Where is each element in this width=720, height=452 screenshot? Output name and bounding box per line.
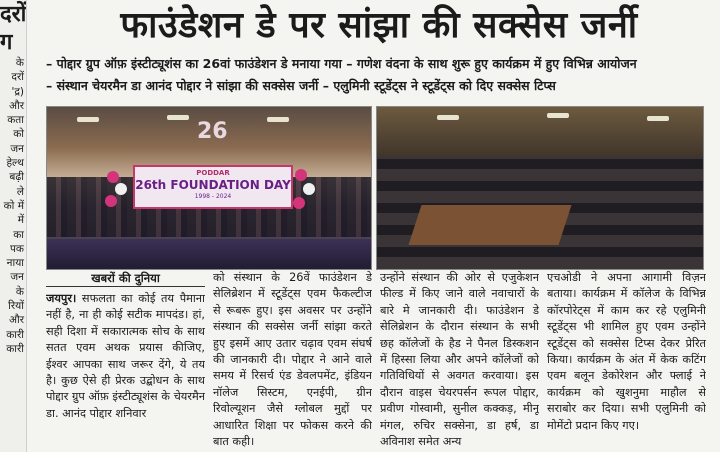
column-2-text: को संस्थान के 26वें फाउंडेशन डे सेलिब्रेशन में स्टूडेंट्स एवम फैकल्टीज से रूबरू हुए। इस अवसर पर उन्होंने संस्थान की सक्सेस जर्नी सांझा करते हुए इसमें आए उतार चढ़ाव एवम संघर्ष की जानकारी दी। पोद्दार ने आने वाले समय में रिसर्च एंड डेवलपमेंट, इंडियन नॉलेज सिस्टम, एनईपी, ग्रीन रिवोल्यूशन जैसे ग्लोबल मुद्दों पर आधारित शिक्षा पर फोकस करने की बात कही। (213, 271, 372, 449)
adjacent-line: और (8, 314, 24, 327)
adjacent-line: को में (3, 199, 24, 212)
adjacent-line: और (8, 99, 24, 112)
foundation-day-banner (133, 165, 293, 209)
adjacent-line: बढ़ी (9, 171, 24, 184)
adjacent-line: का (13, 228, 24, 241)
balloon (105, 195, 117, 207)
balloon (115, 183, 127, 195)
balloon (293, 197, 305, 209)
adjacent-article-heading: दरों (0, 2, 27, 27)
ceiling-light (647, 116, 669, 121)
adjacent-line: हेल्थ (6, 157, 24, 170)
banner-brand: PODDAR (196, 169, 230, 177)
adjacent-article-strip (0, 0, 27, 452)
article-column-4 (547, 270, 706, 452)
article-subhead-1: – पोद्दार ग्रुप ऑफ़ इंस्टीट्यूशंस का 26वां फाउंडेशन डे मनाया गया – गणेश वंदना के साथ शुरू हुए कार्यक्रम में हुए विभिन्न आयोजन (46, 56, 637, 71)
balloon (303, 183, 315, 195)
foundation-day-group-photo (46, 106, 372, 270)
adjacent-line: को (13, 128, 24, 141)
adjacent-line: कता (7, 114, 24, 127)
adjacent-line: 'द्र) (11, 85, 24, 98)
ceiling-light (77, 117, 99, 122)
article-column-3 (380, 270, 539, 452)
adjacent-article-letter: ग (0, 30, 13, 55)
balloon (295, 169, 307, 181)
column-4-text: एचओडी ने अपना आगामी विज़न बताया। कार्यक्रम में कॉलेज के विभिन्न कॉरपोरेट्स में काम कर रहे एलुमिनी स्टूडेंट्स भी शामिल हुए एवम उन्होंने स्टूडेंट्स को सक्सेस टिप्स देकर प्रेरित किया। कार्यक्रम के अंत में केक कटिंग एवम बलून डेकोरेशन और फ्लाई ने कार्यक्रम को खुशनुमा माहौल से सराबोर कर दिया। सभी एलुमिनी को मोमेंटो प्रदान किए गए। (547, 271, 706, 432)
article-subhead-2: – संस्थान चेयरमैन डा आनंद पोद्दार ने सांझा की सक्सेस जर्नी – एलुमिनी स्टूडेंट्स ने स्टूडेंट्स को दिए सक्सेस टिप्स (46, 78, 556, 93)
adjacent-line: ले (16, 185, 24, 198)
adjacent-line: के (15, 57, 24, 69)
audience-photo (376, 106, 704, 270)
ceiling-light (437, 115, 459, 120)
ceiling-light (167, 115, 189, 120)
banner-title: 26th FOUNDATION DAY (135, 178, 291, 192)
article-column-2 (213, 270, 372, 452)
adjacent-line: नाया (6, 257, 24, 270)
adjacent-line: कारी (6, 342, 24, 355)
stage-floor (47, 239, 371, 269)
adjacent-line: जन (10, 271, 24, 284)
banner-years: 1998 - 2024 (194, 193, 232, 200)
adjacent-line: दरों (11, 71, 24, 84)
adjacent-line: जन (10, 142, 24, 155)
article-headline: फाउंडेशन डे पर सांझा की सक्सेस जर्नी (120, 5, 638, 46)
adjacent-line: रियों (8, 300, 24, 313)
article-body (46, 270, 706, 452)
adjacent-line: के (15, 285, 24, 298)
article-byline: खबरों की दुनिया (46, 270, 205, 287)
column-3-text: उन्होंने संस्थान की ओर से एजुकेशन फील्ड में किए जाने वाले नवाचारों के बारे मे जानकारी दी। फाउंडेशन डे सेलिब्रेशन के दौरान संस्थान के सभी छह कॉलेजों के हैड ने पैनल डिस्कशन में हिस्सा लिया और अपने कॉलेजों को गतिविधियों से अवगत करवाया। इस दौरान वाइस चेयरपर्सन रूपल पोद्दार, प्रवीण गोस्वामी, सुनील कक्कड़, मीनू मंगल, रुचिर सक्सेना, डा हर्ष, डा अविनाश समेत अन्य (380, 271, 539, 449)
article-dateline: जयपुर। (46, 292, 77, 305)
balloon (107, 171, 119, 183)
panel-table (409, 205, 572, 245)
backdrop-number: 26 (197, 119, 228, 144)
column-1-text: सफलता का कोई तय पैमाना नहीं है, ना ही कोई सटीक मापदंड। हां, सही दिशा में सकारात्मक सोच के साथ सतत एवम अथक प्रयास कीजिए, ईश्वर आपका साथ जरूर देंगे, ये तय है। कुछ ऐसे ही प्रेरक उद्बोधन के साथ पोद्दार ग्रुप ऑफ़ इंस्टीट्यूशंस के चेयरमैन डा. आनंद पोद्दार शनिवार (46, 292, 205, 420)
adjacent-line: में (17, 214, 24, 227)
adjacent-line: पक (9, 242, 24, 255)
news-article (44, 0, 720, 452)
adjacent-line: कारी (6, 328, 24, 341)
ceiling-light (267, 117, 289, 122)
ceiling-light (547, 113, 569, 118)
article-column-1 (46, 270, 205, 452)
